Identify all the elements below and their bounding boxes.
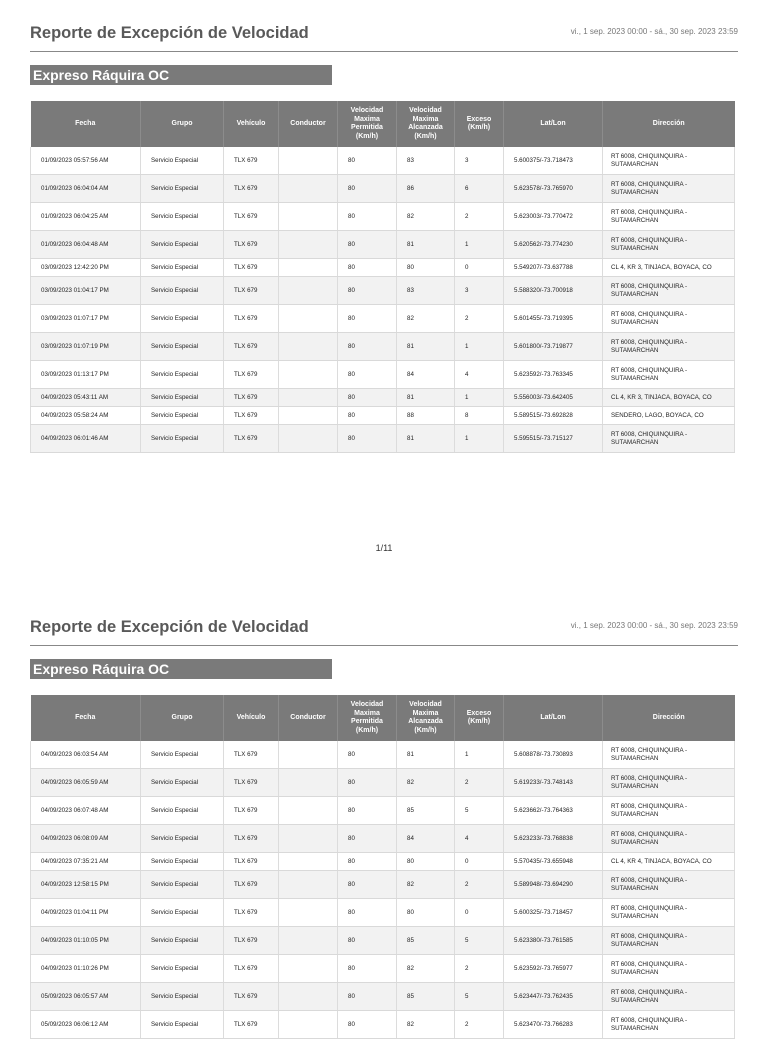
col-header-velocidad-permitida: Velocidad Maxima Permitida (Km/h) bbox=[338, 695, 397, 741]
cell-velocidad-alcanzada: 82 bbox=[397, 1011, 455, 1039]
cell-velocidad-permitida: 80 bbox=[338, 361, 397, 389]
cell-vehiculo: TLX 679 bbox=[224, 899, 279, 927]
cell-velocidad-permitida: 80 bbox=[338, 769, 397, 797]
cell-latlon: 5.623578/-73.765970 bbox=[504, 175, 603, 203]
table-row bbox=[31, 277, 735, 305]
cell-velocidad-alcanzada: 81 bbox=[397, 741, 455, 769]
cell-velocidad-permitida: 80 bbox=[338, 231, 397, 259]
cell-velocidad-permitida: 80 bbox=[338, 259, 397, 277]
cell-exceso: 2 bbox=[455, 871, 504, 899]
table-row bbox=[31, 259, 735, 277]
cell-direccion: RT 6008, CHIQUINQUIRA - SUTAMARCHAN bbox=[603, 955, 735, 983]
cell-exceso: 2 bbox=[455, 203, 504, 231]
col-header-velocidad-permitida: Velocidad Maxima Permitida (Km/h) bbox=[338, 101, 397, 147]
cell-velocidad-alcanzada: 83 bbox=[397, 147, 455, 175]
cell-velocidad-permitida: 80 bbox=[338, 853, 397, 871]
cell-latlon: 5.623233/-73.768838 bbox=[504, 825, 603, 853]
cell-velocidad-permitida: 80 bbox=[338, 927, 397, 955]
cell-grupo: Servicio Especial bbox=[141, 277, 224, 305]
cell-conductor bbox=[279, 899, 338, 927]
cell-exceso: 8 bbox=[455, 407, 504, 425]
cell-velocidad-permitida: 80 bbox=[338, 955, 397, 983]
cell-velocidad-alcanzada: 88 bbox=[397, 407, 455, 425]
cell-velocidad-alcanzada: 82 bbox=[397, 955, 455, 983]
cell-direccion: RT 6008, CHIQUINQUIRA - SUTAMARCHAN bbox=[603, 899, 735, 927]
table-row bbox=[31, 333, 735, 361]
cell-velocidad-alcanzada: 81 bbox=[397, 425, 455, 453]
date-range: vi., 1 sep. 2023 00:00 - sá., 30 sep. 2023 23:59 bbox=[570, 621, 738, 630]
cell-fecha: 03/09/2023 01:04:17 PM bbox=[31, 277, 141, 305]
cell-exceso: 1 bbox=[455, 741, 504, 769]
table-row bbox=[31, 983, 735, 1011]
cell-vehiculo: TLX 679 bbox=[224, 927, 279, 955]
cell-direccion: CL 4, KR 3, TINJACA, BOYACA, CO bbox=[603, 389, 735, 407]
title-divider bbox=[30, 51, 738, 52]
col-header-grupo: Grupo bbox=[141, 101, 224, 147]
cell-velocidad-alcanzada: 86 bbox=[397, 175, 455, 203]
table-row bbox=[31, 741, 735, 769]
cell-vehiculo: TLX 679 bbox=[224, 175, 279, 203]
cell-vehiculo: TLX 679 bbox=[224, 259, 279, 277]
col-header-latlon: Lat/Lon bbox=[504, 695, 603, 741]
cell-latlon: 5.588320/-73.700918 bbox=[504, 277, 603, 305]
cell-velocidad-permitida: 80 bbox=[338, 797, 397, 825]
cell-conductor bbox=[279, 871, 338, 899]
cell-vehiculo: TLX 679 bbox=[224, 147, 279, 175]
cell-vehiculo: TLX 679 bbox=[224, 407, 279, 425]
table-row bbox=[31, 361, 735, 389]
cell-direccion: RT 6008, CHIQUINQUIRA - SUTAMARCHAN bbox=[603, 277, 735, 305]
cell-latlon: 5.589515/-73.692828 bbox=[504, 407, 603, 425]
table-row bbox=[31, 769, 735, 797]
cell-velocidad-alcanzada: 82 bbox=[397, 769, 455, 797]
cell-conductor bbox=[279, 389, 338, 407]
cell-exceso: 4 bbox=[455, 825, 504, 853]
cell-velocidad-permitida: 80 bbox=[338, 1011, 397, 1039]
cell-grupo: Servicio Especial bbox=[141, 983, 224, 1011]
cell-conductor bbox=[279, 361, 338, 389]
col-header-direccion: Dirección bbox=[603, 101, 735, 147]
cell-direccion: SENDERO, LAGO, BOYACA, CO bbox=[603, 407, 735, 425]
cell-exceso: 0 bbox=[455, 853, 504, 871]
cell-conductor bbox=[279, 407, 338, 425]
table-row bbox=[31, 305, 735, 333]
cell-velocidad-permitida: 80 bbox=[338, 305, 397, 333]
speed-exception-table bbox=[30, 695, 735, 1039]
company-name: Expreso Ráquira OC bbox=[30, 65, 332, 85]
cell-fecha: 01/09/2023 06:04:04 AM bbox=[31, 175, 141, 203]
cell-exceso: 5 bbox=[455, 797, 504, 825]
cell-fecha: 04/09/2023 01:10:05 PM bbox=[31, 927, 141, 955]
cell-direccion: RT 6008, CHIQUINQUIRA - SUTAMARCHAN bbox=[603, 425, 735, 453]
cell-fecha: 04/09/2023 12:58:15 PM bbox=[31, 871, 141, 899]
cell-fecha: 05/09/2023 06:06:12 AM bbox=[31, 1011, 141, 1039]
cell-velocidad-alcanzada: 82 bbox=[397, 871, 455, 899]
cell-conductor bbox=[279, 425, 338, 453]
cell-vehiculo: TLX 679 bbox=[224, 203, 279, 231]
cell-grupo: Servicio Especial bbox=[141, 231, 224, 259]
cell-velocidad-permitida: 80 bbox=[338, 147, 397, 175]
cell-velocidad-alcanzada: 80 bbox=[397, 853, 455, 871]
cell-grupo: Servicio Especial bbox=[141, 871, 224, 899]
cell-grupo: Servicio Especial bbox=[141, 769, 224, 797]
cell-latlon: 5.623470/-73.766283 bbox=[504, 1011, 603, 1039]
cell-grupo: Servicio Especial bbox=[141, 955, 224, 983]
cell-grupo: Servicio Especial bbox=[141, 1011, 224, 1039]
cell-velocidad-alcanzada: 83 bbox=[397, 277, 455, 305]
cell-velocidad-permitida: 80 bbox=[338, 175, 397, 203]
cell-conductor bbox=[279, 983, 338, 1011]
cell-velocidad-alcanzada: 82 bbox=[397, 203, 455, 231]
cell-vehiculo: TLX 679 bbox=[224, 955, 279, 983]
cell-direccion: RT 6008, CHIQUINQUIRA - SUTAMARCHAN bbox=[603, 333, 735, 361]
cell-conductor bbox=[279, 175, 338, 203]
table-row bbox=[31, 425, 735, 453]
cell-conductor bbox=[279, 305, 338, 333]
cell-conductor bbox=[279, 203, 338, 231]
report-title: Reporte de Excepción de Velocidad bbox=[30, 24, 309, 42]
cell-latlon: 5.556003/-73.642405 bbox=[504, 389, 603, 407]
cell-latlon: 5.600325/-73.718457 bbox=[504, 899, 603, 927]
table-header-row bbox=[31, 101, 735, 147]
cell-grupo: Servicio Especial bbox=[141, 389, 224, 407]
cell-fecha: 01/09/2023 05:57:56 AM bbox=[31, 147, 141, 175]
cell-grupo: Servicio Especial bbox=[141, 147, 224, 175]
cell-grupo: Servicio Especial bbox=[141, 175, 224, 203]
report-title: Reporte de Excepción de Velocidad bbox=[30, 618, 309, 636]
cell-vehiculo: TLX 679 bbox=[224, 231, 279, 259]
cell-direccion: RT 6008, CHIQUINQUIRA - SUTAMARCHAN bbox=[603, 175, 735, 203]
cell-exceso: 3 bbox=[455, 277, 504, 305]
cell-latlon: 5.589948/-73.694290 bbox=[504, 871, 603, 899]
col-header-exceso: Exceso (Km/h) bbox=[455, 695, 504, 741]
cell-latlon: 5.619233/-73.748143 bbox=[504, 769, 603, 797]
cell-velocidad-permitida: 80 bbox=[338, 741, 397, 769]
cell-exceso: 2 bbox=[455, 955, 504, 983]
cell-vehiculo: TLX 679 bbox=[224, 1011, 279, 1039]
cell-direccion: CL 4, KR 4, TINJACA, BOYACA, CO bbox=[603, 853, 735, 871]
cell-exceso: 2 bbox=[455, 1011, 504, 1039]
cell-fecha: 03/09/2023 01:13:17 PM bbox=[31, 361, 141, 389]
cell-velocidad-alcanzada: 81 bbox=[397, 231, 455, 259]
cell-conductor bbox=[279, 1011, 338, 1039]
col-header-conductor: Conductor bbox=[279, 695, 338, 741]
cell-conductor bbox=[279, 955, 338, 983]
cell-grupo: Servicio Especial bbox=[141, 853, 224, 871]
cell-latlon: 5.570435/-73.655948 bbox=[504, 853, 603, 871]
cell-fecha: 04/09/2023 06:08:09 AM bbox=[31, 825, 141, 853]
col-header-exceso: Exceso (Km/h) bbox=[455, 101, 504, 147]
cell-velocidad-permitida: 80 bbox=[338, 825, 397, 853]
cell-direccion: RT 6008, CHIQUINQUIRA - SUTAMARCHAN bbox=[603, 231, 735, 259]
cell-vehiculo: TLX 679 bbox=[224, 741, 279, 769]
cell-direccion: RT 6008, CHIQUINQUIRA - SUTAMARCHAN bbox=[603, 825, 735, 853]
cell-direccion: RT 6008, CHIQUINQUIRA - SUTAMARCHAN bbox=[603, 741, 735, 769]
cell-grupo: Servicio Especial bbox=[141, 927, 224, 955]
cell-velocidad-alcanzada: 85 bbox=[397, 797, 455, 825]
cell-velocidad-permitida: 80 bbox=[338, 871, 397, 899]
cell-conductor bbox=[279, 825, 338, 853]
col-header-grupo: Grupo bbox=[141, 695, 224, 741]
date-range: vi., 1 sep. 2023 00:00 - sá., 30 sep. 2023 23:59 bbox=[570, 27, 738, 36]
cell-latlon: 5.620562/-73.774230 bbox=[504, 231, 603, 259]
table-row bbox=[31, 927, 735, 955]
cell-latlon: 5.623380/-73.761585 bbox=[504, 927, 603, 955]
cell-vehiculo: TLX 679 bbox=[224, 769, 279, 797]
cell-velocidad-permitida: 80 bbox=[338, 425, 397, 453]
cell-grupo: Servicio Especial bbox=[141, 899, 224, 927]
cell-fecha: 04/09/2023 06:07:48 AM bbox=[31, 797, 141, 825]
cell-exceso: 1 bbox=[455, 389, 504, 407]
cell-conductor bbox=[279, 797, 338, 825]
cell-conductor bbox=[279, 853, 338, 871]
cell-vehiculo: TLX 679 bbox=[224, 361, 279, 389]
cell-direccion: RT 6008, CHIQUINQUIRA - SUTAMARCHAN bbox=[603, 1011, 735, 1039]
cell-conductor bbox=[279, 231, 338, 259]
cell-exceso: 2 bbox=[455, 305, 504, 333]
cell-latlon: 5.623447/-73.762435 bbox=[504, 983, 603, 1011]
cell-velocidad-permitida: 80 bbox=[338, 277, 397, 305]
cell-conductor bbox=[279, 769, 338, 797]
cell-fecha: 04/09/2023 05:43:11 AM bbox=[31, 389, 141, 407]
cell-fecha: 04/09/2023 06:03:54 AM bbox=[31, 741, 141, 769]
cell-vehiculo: TLX 679 bbox=[224, 825, 279, 853]
cell-grupo: Servicio Especial bbox=[141, 825, 224, 853]
cell-fecha: 01/09/2023 06:04:25 AM bbox=[31, 203, 141, 231]
table-row bbox=[31, 853, 735, 871]
cell-grupo: Servicio Especial bbox=[141, 203, 224, 231]
col-header-velocidad-alcanzada: Velocidad Maxima Alcanzada (Km/h) bbox=[397, 101, 455, 147]
cell-grupo: Servicio Especial bbox=[141, 333, 224, 361]
cell-velocidad-alcanzada: 84 bbox=[397, 361, 455, 389]
cell-fecha: 04/09/2023 01:04:11 PM bbox=[31, 899, 141, 927]
cell-latlon: 5.623592/-73.763345 bbox=[504, 361, 603, 389]
cell-grupo: Servicio Especial bbox=[141, 305, 224, 333]
cell-fecha: 04/09/2023 06:05:59 AM bbox=[31, 769, 141, 797]
cell-conductor bbox=[279, 259, 338, 277]
company-name: Expreso Ráquira OC bbox=[30, 659, 332, 679]
cell-grupo: Servicio Especial bbox=[141, 425, 224, 453]
cell-vehiculo: TLX 679 bbox=[224, 983, 279, 1011]
cell-grupo: Servicio Especial bbox=[141, 797, 224, 825]
cell-fecha: 04/09/2023 01:10:26 PM bbox=[31, 955, 141, 983]
cell-latlon: 5.608878/-73.730893 bbox=[504, 741, 603, 769]
cell-velocidad-alcanzada: 80 bbox=[397, 259, 455, 277]
cell-velocidad-alcanzada: 85 bbox=[397, 927, 455, 955]
col-header-vehiculo: Vehículo bbox=[224, 695, 279, 741]
table-header-row bbox=[31, 695, 735, 741]
cell-velocidad-permitida: 80 bbox=[338, 983, 397, 1011]
table-row bbox=[31, 389, 735, 407]
cell-latlon: 5.623662/-73.764363 bbox=[504, 797, 603, 825]
cell-exceso: 1 bbox=[455, 231, 504, 259]
table-row bbox=[31, 231, 735, 259]
table-row bbox=[31, 871, 735, 899]
cell-velocidad-permitida: 80 bbox=[338, 203, 397, 231]
cell-vehiculo: TLX 679 bbox=[224, 871, 279, 899]
cell-conductor bbox=[279, 927, 338, 955]
cell-latlon: 5.601800/-73.719877 bbox=[504, 333, 603, 361]
col-header-fecha: Fecha bbox=[31, 101, 141, 147]
cell-direccion: RT 6008, CHIQUINQUIRA - SUTAMARCHAN bbox=[603, 305, 735, 333]
cell-direccion: RT 6008, CHIQUINQUIRA - SUTAMARCHAN bbox=[603, 203, 735, 231]
table-row bbox=[31, 175, 735, 203]
cell-latlon: 5.600375/-73.718473 bbox=[504, 147, 603, 175]
cell-exceso: 2 bbox=[455, 769, 504, 797]
col-header-fecha: Fecha bbox=[31, 695, 141, 741]
page-number: 1/11 bbox=[375, 543, 393, 553]
cell-vehiculo: TLX 679 bbox=[224, 333, 279, 361]
cell-conductor bbox=[279, 333, 338, 361]
cell-fecha: 05/09/2023 06:05:57 AM bbox=[31, 983, 141, 1011]
cell-velocidad-alcanzada: 85 bbox=[397, 983, 455, 1011]
cell-grupo: Servicio Especial bbox=[141, 741, 224, 769]
table-row bbox=[31, 797, 735, 825]
cell-exceso: 5 bbox=[455, 927, 504, 955]
table-row bbox=[31, 203, 735, 231]
cell-fecha: 04/09/2023 06:01:46 AM bbox=[31, 425, 141, 453]
cell-conductor bbox=[279, 277, 338, 305]
cell-exceso: 6 bbox=[455, 175, 504, 203]
table-row bbox=[31, 899, 735, 927]
cell-vehiculo: TLX 679 bbox=[224, 853, 279, 871]
title-divider bbox=[30, 645, 738, 646]
cell-velocidad-alcanzada: 84 bbox=[397, 825, 455, 853]
cell-fecha: 04/09/2023 07:35:21 AM bbox=[31, 853, 141, 871]
cell-fecha: 03/09/2023 01:07:17 PM bbox=[31, 305, 141, 333]
cell-vehiculo: TLX 679 bbox=[224, 797, 279, 825]
cell-velocidad-permitida: 80 bbox=[338, 407, 397, 425]
cell-fecha: 03/09/2023 12:42:20 PM bbox=[31, 259, 141, 277]
cell-grupo: Servicio Especial bbox=[141, 259, 224, 277]
cell-velocidad-alcanzada: 82 bbox=[397, 305, 455, 333]
cell-velocidad-alcanzada: 81 bbox=[397, 389, 455, 407]
cell-direccion: RT 6008, CHIQUINQUIRA - SUTAMARCHAN bbox=[603, 361, 735, 389]
col-header-direccion: Dirección bbox=[603, 695, 735, 741]
cell-fecha: 04/09/2023 05:58:24 AM bbox=[31, 407, 141, 425]
cell-velocidad-permitida: 80 bbox=[338, 333, 397, 361]
cell-latlon: 5.549207/-73.637788 bbox=[504, 259, 603, 277]
cell-latlon: 5.623592/-73.765977 bbox=[504, 955, 603, 983]
cell-exceso: 0 bbox=[455, 899, 504, 927]
cell-velocidad-permitida: 80 bbox=[338, 389, 397, 407]
speed-exception-table bbox=[30, 101, 735, 453]
cell-direccion: RT 6008, CHIQUINQUIRA - SUTAMARCHAN bbox=[603, 147, 735, 175]
cell-exceso: 4 bbox=[455, 361, 504, 389]
cell-vehiculo: TLX 679 bbox=[224, 305, 279, 333]
cell-conductor bbox=[279, 147, 338, 175]
cell-grupo: Servicio Especial bbox=[141, 361, 224, 389]
table-row bbox=[31, 407, 735, 425]
col-header-conductor: Conductor bbox=[279, 101, 338, 147]
table-row bbox=[31, 955, 735, 983]
cell-vehiculo: TLX 679 bbox=[224, 277, 279, 305]
cell-conductor bbox=[279, 741, 338, 769]
cell-latlon: 5.595515/-73.715127 bbox=[504, 425, 603, 453]
col-header-velocidad-alcanzada: Velocidad Maxima Alcanzada (Km/h) bbox=[397, 695, 455, 741]
cell-velocidad-alcanzada: 81 bbox=[397, 333, 455, 361]
cell-fecha: 03/09/2023 01:07:19 PM bbox=[31, 333, 141, 361]
cell-direccion: RT 6008, CHIQUINQUIRA - SUTAMARCHAN bbox=[603, 769, 735, 797]
cell-direccion: RT 6008, CHIQUINQUIRA - SUTAMARCHAN bbox=[603, 983, 735, 1011]
table-row bbox=[31, 147, 735, 175]
cell-exceso: 1 bbox=[455, 425, 504, 453]
cell-grupo: Servicio Especial bbox=[141, 407, 224, 425]
cell-direccion: RT 6008, CHIQUINQUIRA - SUTAMARCHAN bbox=[603, 797, 735, 825]
cell-latlon: 5.623003/-73.770472 bbox=[504, 203, 603, 231]
table-row bbox=[31, 825, 735, 853]
cell-vehiculo: TLX 679 bbox=[224, 389, 279, 407]
table-row bbox=[31, 1011, 735, 1039]
cell-exceso: 1 bbox=[455, 333, 504, 361]
cell-exceso: 5 bbox=[455, 983, 504, 1011]
cell-latlon: 5.601455/-73.719395 bbox=[504, 305, 603, 333]
cell-vehiculo: TLX 679 bbox=[224, 425, 279, 453]
cell-direccion: CL 4, KR 3, TINJACA, BOYACA, CO bbox=[603, 259, 735, 277]
cell-fecha: 01/09/2023 06:04:48 AM bbox=[31, 231, 141, 259]
cell-direccion: RT 6008, CHIQUINQUIRA - SUTAMARCHAN bbox=[603, 871, 735, 899]
cell-velocidad-permitida: 80 bbox=[338, 899, 397, 927]
cell-exceso: 0 bbox=[455, 259, 504, 277]
col-header-latlon: Lat/Lon bbox=[504, 101, 603, 147]
cell-velocidad-alcanzada: 80 bbox=[397, 899, 455, 927]
cell-direccion: RT 6008, CHIQUINQUIRA - SUTAMARCHAN bbox=[603, 927, 735, 955]
col-header-vehiculo: Vehículo bbox=[224, 101, 279, 147]
cell-exceso: 3 bbox=[455, 147, 504, 175]
